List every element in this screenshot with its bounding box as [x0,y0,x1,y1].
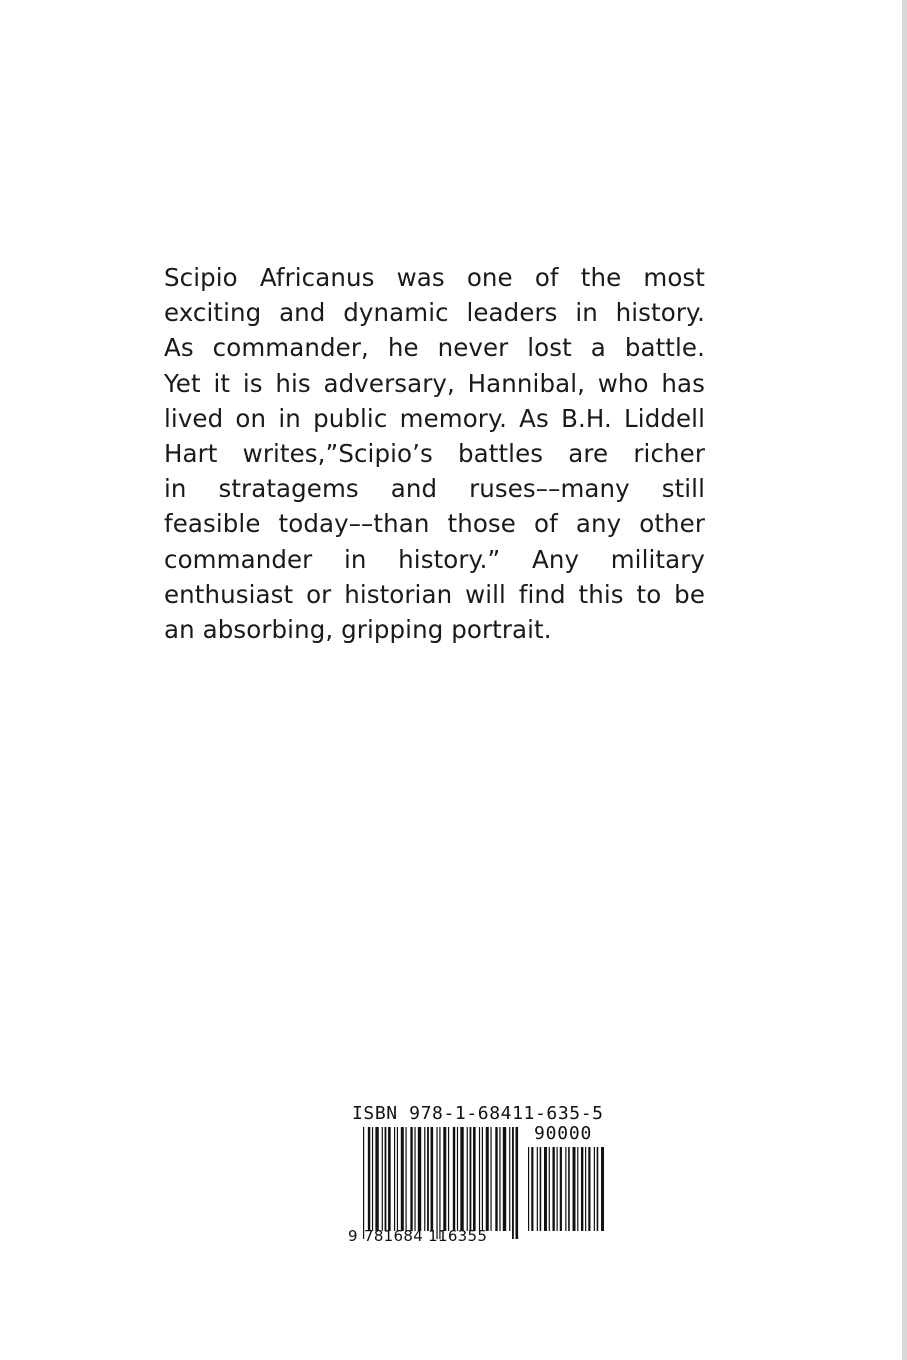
barcode-bar [552,1147,554,1231]
blurb-line: As commander, he never lost a battle. [164,333,705,363]
barcode-bar [436,1127,437,1239]
barcode-bar [443,1127,446,1231]
barcode-bar [495,1127,497,1231]
barcode-bar [581,1147,583,1231]
barcode-bar [565,1147,566,1231]
barcode-bar [557,1147,558,1231]
barcode-bar [516,1127,519,1239]
barcode-bar [537,1147,538,1231]
barcode-bar [397,1127,398,1231]
barcode-bar [405,1127,406,1231]
barcode-bar [439,1127,440,1239]
price-code: 90000 [534,1123,593,1144]
blurb-line: commander in history.” Any military [164,544,705,574]
barcode-bar [401,1127,404,1231]
barcode-bar [427,1127,429,1231]
blurb-line: exciting and dynamic leaders in history. [164,298,705,328]
barcode-bar [528,1147,529,1231]
main-barcode [363,1127,518,1239]
barcode-bar [594,1147,595,1231]
barcode-bar [467,1127,468,1231]
barcode-bar [457,1127,458,1231]
isbn-number: ISBN 978-1-68411-635-5 [352,1103,604,1124]
isbn-barcode [348,1103,608,1253]
barcode-bar [479,1127,480,1231]
barcode-bar [531,1147,533,1231]
barcode-bar [544,1147,547,1231]
barcode-bar [394,1127,395,1231]
blurb-line: Yet it is his adversary, Hannibal, who has [164,368,705,398]
barcode-bar [363,1127,364,1239]
barcode-bar [448,1127,449,1231]
barcode-bar [585,1147,586,1231]
barcode-bar [560,1147,562,1231]
barcode-bar [482,1127,483,1231]
back-cover-blurb [164,260,705,647]
blurb-line: in stratagems and ruses––many still [164,474,705,504]
barcode-bar [573,1147,576,1231]
blurb-line: Scipio Africanus was one of the most [164,263,705,292]
barcode-bar [597,1147,599,1231]
blurb-line: lived on in public memory. As B.H. Liddell [164,403,705,433]
barcode-bar [460,1127,463,1231]
barcode-bar [588,1147,590,1231]
barcode-bar [486,1127,489,1231]
barcode-bar [509,1127,510,1231]
barcode-bar [512,1127,514,1239]
barcode-bar [540,1147,542,1231]
addon-barcode [528,1147,604,1231]
page-edge [902,0,907,1360]
barcode-bar [410,1127,412,1231]
barcode-bar [385,1127,387,1231]
blurb-line: feasible today––than those of any other [164,509,705,539]
barcode-bar [414,1127,415,1231]
barcode-bar [418,1127,421,1231]
barcode-bar [431,1127,434,1231]
ean-first-digit: 9 [348,1227,358,1245]
barcode-bar [490,1127,491,1231]
barcode-bar [499,1127,500,1231]
barcode-bar [549,1147,550,1231]
barcode-bar [503,1127,506,1231]
barcode-bar [372,1127,373,1231]
blurb-line: enthusiast or historian will find this to be [164,579,705,609]
blurb-line: an absorbing, gripping portrait. [164,615,552,645]
barcode-bar [470,1127,472,1231]
barcode-bar [473,1127,476,1231]
barcode-bar [568,1147,570,1231]
barcode-bar [577,1147,578,1231]
barcode-bar [375,1127,378,1231]
barcode-bar [601,1147,604,1231]
blurb-line: Hart writes,”Scipio’s battles are richer [164,439,705,469]
barcode-bar [382,1127,383,1231]
barcode-bar [368,1127,370,1231]
barcode-bar [388,1127,391,1231]
ean-digits: 781684 116355 [364,1227,488,1245]
barcode-bar [424,1127,425,1231]
barcode-bar [453,1127,455,1231]
